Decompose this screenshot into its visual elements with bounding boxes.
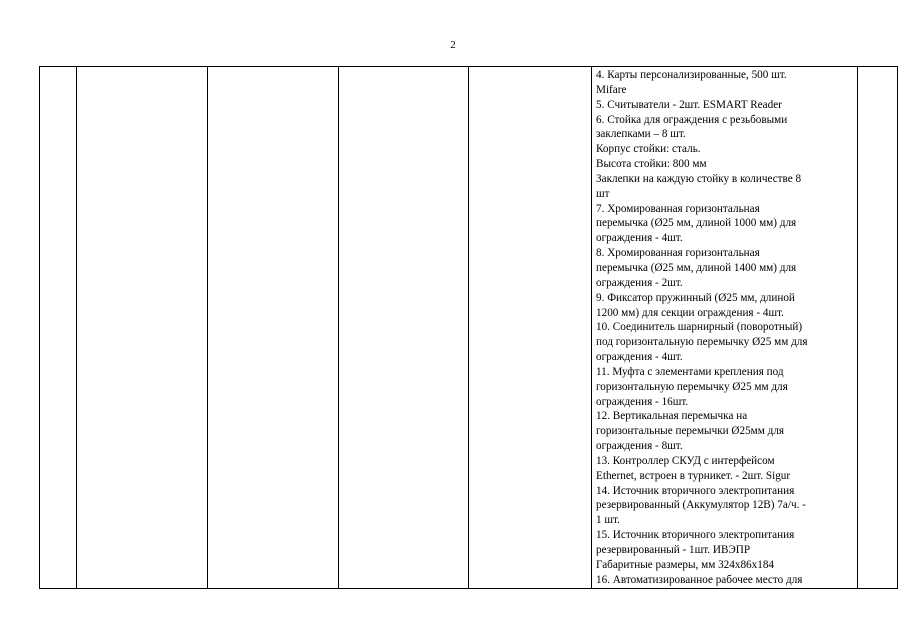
description-line: 1200 мм) для секции ограждения - 4шт.: [596, 306, 784, 319]
description-line: перемычка (Ø25 мм, длиной 1400 мм) для: [596, 261, 797, 274]
description-line: 9. Фиксатор пружинный (Ø25 мм, длиной: [596, 291, 795, 304]
specification-table: [39, 66, 898, 589]
table-cell-col-4: [339, 67, 469, 589]
description-line: ограждения - 4шт.: [596, 232, 683, 245]
description-line: 4. Карты персонализированные, 500 шт.: [596, 69, 787, 81]
description-line: Mifare: [596, 83, 627, 96]
description-line: горизонтальную перемычку Ø25 мм для: [596, 380, 788, 393]
description-line: 1 шт.: [596, 514, 620, 527]
description-line: 13. Контроллер СКУД с интерфейсом: [596, 454, 775, 467]
description-line: Высота стойки: 800 мм: [596, 158, 707, 171]
description-line: ограждения - 16шт.: [596, 395, 689, 408]
description-line: Ethernet, встроен в турникет. - 2шт. Sigur: [596, 469, 791, 482]
description-line: резервированный (Аккумулятор 12В) 7а/ч. -: [596, 499, 806, 512]
description-line: 14. Источник вторичного электропитания: [596, 484, 795, 497]
description-line: Габаритные размеры, мм 324х86х184: [596, 558, 775, 571]
description-line: 16. Автоматизированное рабочее место для: [596, 573, 803, 586]
description-line: 6. Стойка для ограждения с резьбовыми: [596, 113, 788, 126]
description-line: заклепками – 8 шт.: [596, 128, 686, 141]
table-cell-col-5: [469, 67, 592, 589]
table-cell-col-3: [208, 67, 339, 589]
description-line: шт: [596, 187, 610, 200]
description-line: 15. Источник вторичного электропитания: [596, 529, 795, 542]
description-line: перемычка (Ø25 мм, длиной 1000 мм) для: [596, 217, 797, 230]
description-line: 8. Хромированная горизонтальная: [596, 247, 760, 260]
table-row: [40, 67, 898, 589]
table-cell-description: [592, 67, 858, 589]
description-line: Заклепки на каждую стойку в количестве 8: [596, 172, 802, 185]
description-line: 5. Считыватели - 2шт. ESMART Reader: [596, 98, 782, 111]
page-number: 2: [450, 39, 456, 51]
description-line: горизонтальные перемычки Ø25мм для: [596, 425, 785, 438]
table-cell-last: [858, 67, 898, 589]
description-line: 10. Соединитель шарнирный (поворотный): [596, 321, 803, 334]
table-cell-number: [40, 67, 77, 589]
description-line: под горизонтальную перемычку Ø25 мм для: [596, 336, 808, 349]
table-cell-col-2: [77, 67, 208, 589]
description-line: Корпус стойки: сталь.: [596, 143, 701, 156]
description-line: 11. Муфта с элементами крепления под: [596, 365, 784, 378]
description-line: 7. Хромированная горизонтальная: [596, 202, 760, 215]
description-line: ограждения - 2шт.: [596, 276, 683, 289]
description-line: резервированный - 1шт. ИВЭПР: [596, 544, 751, 556]
description-line: 12. Вертикальная перемычка на: [596, 410, 748, 423]
description-line: ограждения - 4шт.: [596, 351, 683, 364]
description-line: ограждения - 8шт.: [596, 440, 683, 453]
